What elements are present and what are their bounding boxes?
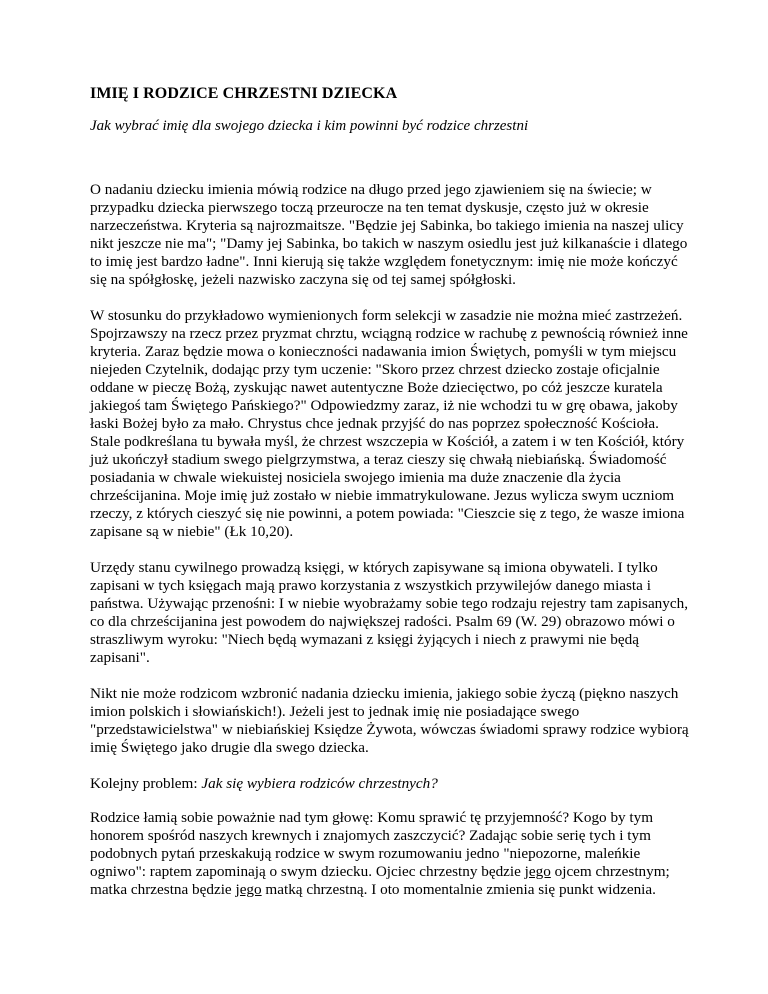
paragraph-6-part-c: matką chrzestną. I oto momentalnie zmienia się punkt widzenia. — [261, 881, 656, 898]
paragraph-6 — [90, 809, 690, 899]
paragraph-2: W stosunku do przykładowo wymienionych form selekcji w zasadzie nie można mieć zastrzeżeń. Spojrzawszy na rzecz przez pryzmat chrztu, wciągną rodzice w rachubę z pewnością również inne kryteria. Zaraz będzie mowa o konieczności nadawania imion Świętych, pomyśli w tym miejscu niejeden Czytelnik, dodając przy tym uczenie: "Skoro przez chrzest dziecko zostaje oficjalnie oddane w pieczę Bożą, zyskując nawet autentyczne Boże dziecięctwo, po cóż jeszcze kuratela jakiegoś tam Świętego Pańskiego?" Odpowiedzmy zaraz, iż nie wchodzi tu w grę obawa, jakoby łaski Bożej było za mało. Chrystus chce jednak przyjść do nas poprzez społeczność Kościoła. Stale podkreślana tu bywała myśl, że chrzest wszczepia w Kościół, a zatem i w ten Kościół, który już ukończył stadium swego pielgrzymstwa, a teraz cieszy się chwałą niebiańską. Świadomość posiadania w chwale wiekuistej nosiciela swojego imienia ma duże znaczenie dla życia chrześcijanina. Moje imię już zostało w niebie immatrykulowane. Jezus wylicza swym uczniom rzeczy, z których cieszyć się nie powinni, a potem powiada: "Cieszcie się z tego, że wasze imiona zapisane są w niebie" (Łk 10,20). — [90, 307, 688, 540]
paragraph-3: Urzędy stanu cywilnego prowadzą księgi, w których zapisywane są imiona obywateli. I tylko zapisani w tych księgach mają prawo korzystania z wszystkich przywilejów danego miasta i państwa. Używając przenośni: I w niebie wyobrażamy sobie tego rodzaju rejestry tam zapisanych, co dla chrześcijanina jest powodem do największej radości. Psalm 69 (W. 29) obrazowo mówi o straszliwym wyroku: "Niech będą wymazani z księgi żyjących i niech z prawymi nie będą zapisani". — [90, 559, 689, 666]
underlined-word-1: jego — [524, 863, 551, 880]
paragraph-6-part-b: ojcem chrzestnym; matka chrzestna będzie — [90, 863, 670, 898]
paragraph-4: Nikt nie może rodzicom wzbronić nadania dziecku imienia, jakiego sobie życzą (piękno naszych imion polskich i słowiańskich!). Jeżeli jest to jednak imię nie posiadające swego "przedstawicielstwa" w niebiańskiej Księdze Żywota, wówczas świadomi sprawy rodzice wybiorą imię Świętego jako drugie dla swego dziecka. — [90, 685, 689, 756]
document-page — [90, 84, 690, 917]
paragraph-5-question: Jak się wybiera rodziców chrzestnych? — [201, 775, 438, 792]
paragraph-5 — [90, 775, 690, 793]
underlined-word-2: jego — [235, 881, 262, 898]
document-title: IMIĘ I RODZICE CHRZESTNI DZIECKA — [90, 85, 398, 102]
spacer — [90, 136, 690, 181]
paragraph-5-prefix: Kolejny problem: — [90, 775, 202, 792]
paragraph-1: O nadaniu dziecku imienia mówią rodzice na długo przed jego zjawieniem się na świecie; w przypadku dziecka pierwszego toczą przeurocze na ten temat dyskusje, często już w okresie narzeczeństwa. Kryteria są najrozmaitsze. "Będzie jej Sabinka, bo takiego imienia na naszej ulicy nikt jeszcze nie ma"; "Damy jej Sabinka, bo takich w naszym osiedlu jest już kilkanaście i dlatego to imię jest bardzo ładne". Inni kierują się także względem fonetycznym: imię nie może kończyć się na spółgłoskę, jeżeli nazwisko zaczyna się od tej samej spółgłoski. — [90, 181, 688, 288]
paragraph-6-part-a: Rodzice łamią sobie poważnie nad tym głowę: Komu sprawić tę przyjemność? Kogo by tym honorem spośród naszych krewnych i znajomych zaszczycić? Zadając sobie serię tych i tym podobnych pytań przeskakują rodzice w swym rozumowaniu jedno "niepozorne, maleńkie ogniwo": raptem zapominają o swym dziecku. Ojciec chrzestny będzie — [90, 809, 654, 880]
document-subtitle: Jak wybrać imię dla swojego dziecka i kim powinni być rodzice chrzestni — [90, 118, 529, 134]
